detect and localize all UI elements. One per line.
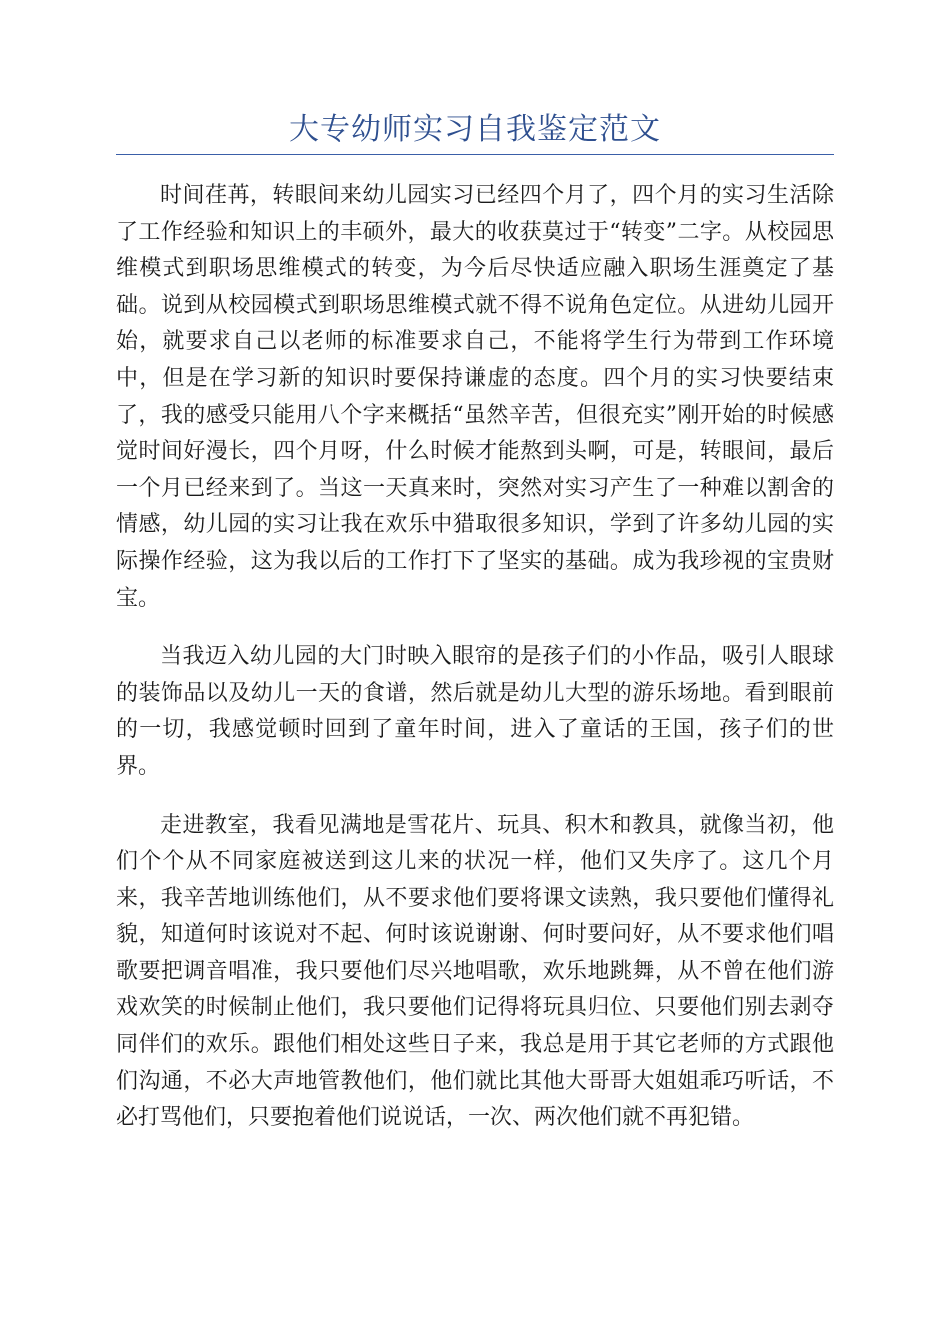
document-body — [116, 178, 834, 1159]
paragraph-1: 时间荏苒，转眼间来幼儿园实习已经四个月了，四个月的实习生活除了工作经验和知识上的丰硕外，最大的收获莫过于“转变”二字。从校园思维模式到职场思维模式的转变，为今后尽快适应融入职场生涯奠定了基础。说到从校园模式到职场思维模式就不得不说角色定位。从进幼儿园开始，就要求自己以老师的标准要求自己，不能将学生行为带到工作环境中，但是在学习新的知识时要保持谦虚的态度。四个月的实习快要结束了，我的感受只能用八个字来概括“虽然辛苦，但很充实”刚开始的时候感觉时间好漫长，四个月呀，什么时候才能熬到头啊，可是，转眼间，最后一个月已经来到了。当这一天真来时，突然对实习产生了一种难以割舍的情感，幼儿园的实习让我在欢乐中猎取很多知识，学到了许多幼儿园的实际操作经验，这为我以后的工作打下了坚实的基础。成为我珍视的宝贵财宝。 — [116, 183, 834, 611]
paragraph-2: 当我迈入幼儿园的大门时映入眼帘的是孩子们的小作品，吸引人眼球的装饰品以及幼儿一天的食谱，然后就是幼儿大型的游乐场地。看到眼前的一切，我感觉顿时回到了童年时间，进入了童话的王国，孩子们的世界。 — [116, 644, 834, 779]
document-title: 大专幼师实习自我鉴定范文 — [289, 112, 661, 147]
paragraph-3: 走进教室，我看见满地是雪花片、玩具、积木和教具，就像当初，他们个个从不同家庭被送到这儿来的状况一样，他们又失序了。这几个月来，我辛苦地训练他们，从不要求他们要将课文读熟，我只要他们懂得礼貌，知道何时该说对不起、何时该说谢谢、何时要问好，从不要求他们唱歌要把调音唱准，我只要他们尽兴地唱歌，欢乐地跳舞，从不曾在他们游戏欢笑的时候制止他们，我只要他们记得将玩具归位、只要他们别去剥夺同伴们的欢乐。跟他们相处这些日子来，我总是用于其它老师的方式跟他们沟通，不必大声地管教他们，他们就比其他大哥哥大姐姐乖巧听话，不必打骂他们，只要抱着他们说说话，一次、两次他们就不再犯错。 — [116, 812, 834, 1131]
title-underline — [116, 154, 834, 155]
